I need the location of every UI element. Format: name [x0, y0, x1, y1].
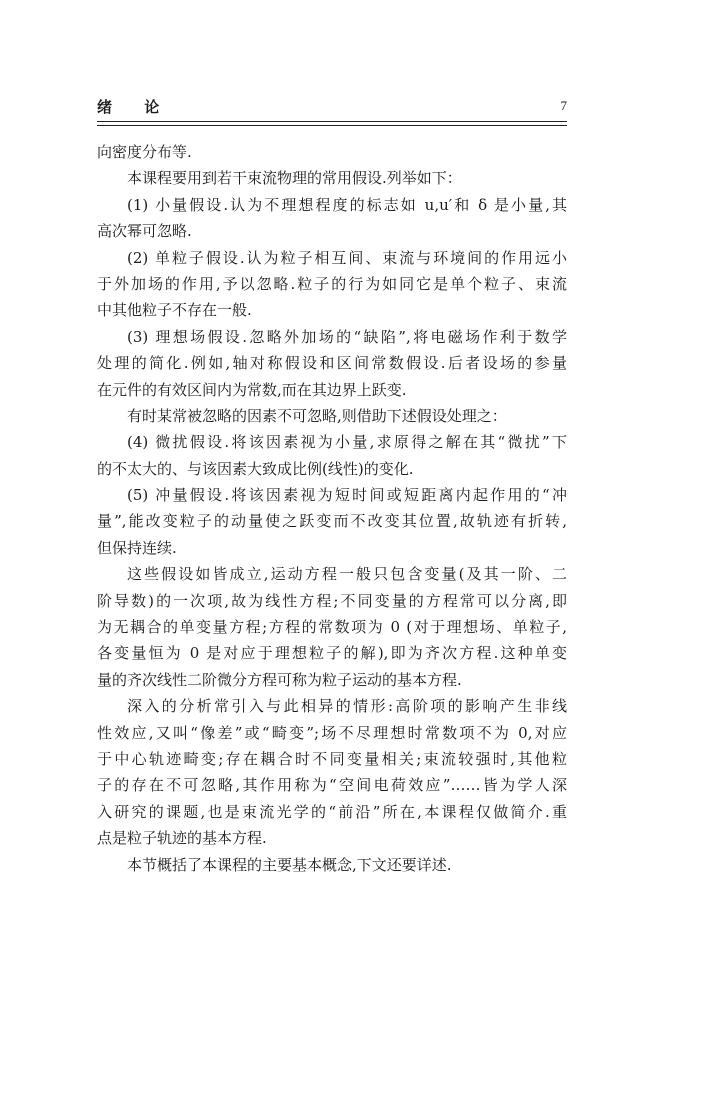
text-line: 于外加场的作用,予以忽略.粒子的行为如同它是单个粒子、束流 [97, 274, 567, 293]
text-line: 入研究的课题,也是束流光学的“前沿”所在,本课程仅做简介.重 [97, 802, 567, 821]
text-line: 于中心轨迹畸变;存在耦合时不同变量相关;束流较强时,其他粒 [97, 749, 567, 768]
text-line: (1) 小量假设.认为不理想程度的标志如 u,u′和 δ 是小量,其 [127, 195, 567, 214]
text-line: 深入的分析常引入与此相异的情形:高阶项的影响产生非线 [127, 697, 567, 716]
text-line: 点是粒子轨迹的基本方程. [97, 829, 267, 848]
text-line: (4) 微扰假设.将该因素视为小量,求原得之解在其“微扰”下 [127, 433, 567, 452]
text-line: 处理的简化.例如,轴对称假设和区间常数假设.后者设场的参量 [97, 354, 567, 373]
text-line: 在元件的有效区间内为常数,而在其边界上跃变. [97, 380, 407, 399]
running-head [97, 90, 567, 118]
text-line: 但保持连续. [97, 538, 177, 557]
text-line: 本课程要用到若干束流物理的常用假设.列举如下： [127, 169, 462, 188]
page-number: 7 [560, 98, 567, 113]
text-line: 阶导数)的一次项,故为线性方程;不同变量的方程常可以分离,即 [97, 591, 567, 610]
text-line: (5) 冲量假设.将该因素视为短时间或短距离内起作用的“冲 [127, 486, 567, 505]
text-line: 中其他粒子不存在一般. [97, 301, 252, 320]
text-line: 高次幂可忽略. [97, 222, 192, 241]
text-line: 为无耦合的单变量方程;方程的常数项为 0 (对于理想场、单粒子, [97, 618, 567, 637]
header-rule-thin [97, 125, 567, 126]
text-line: 向密度分布等. [97, 143, 192, 161]
body-text [97, 139, 567, 878]
text-line: 子的存在不可忽略,其作用称为“空间电荷效应”……皆为学人深 [97, 776, 567, 795]
text-line: (2) 单粒子假设.认为粒子相互间、束流与环境间的作用远小 [127, 248, 567, 267]
text-line: 的不太大的、与该因素大致成比例(线性)的变化. [97, 459, 414, 478]
text-line: 量的齐次线性二阶微分方程可称为粒子运动的基本方程. [97, 670, 462, 689]
text-line: 有时某常被忽略的因素不可忽略,则借助下述假设处理之： [127, 406, 507, 425]
text-line: (3) 理想场假设.忽略外加场的“缺陷”,将电磁场作利于数学 [127, 327, 567, 346]
text-line: 性效应,又叫“像差”或“畸变”;场不尽理想时常数项不为 0,对应 [97, 723, 567, 742]
text-line: 各变量恒为 0 是对应于理想粒子的解),即为齐次方程.这种单变 [97, 644, 567, 663]
chapter-title: 绪 论 [97, 98, 173, 116]
text-line: 量”,能改变粒子的动量使之跃变而不改变其位置,故轨迹有折转, [97, 512, 567, 531]
header-rule-thick [97, 121, 567, 122]
text-line: 本节概括了本课程的主要基本概念,下文还要详述. [127, 855, 452, 874]
text-line: 这些假设如皆成立,运动方程一般只包含变量(及其一阶、二 [127, 565, 567, 584]
